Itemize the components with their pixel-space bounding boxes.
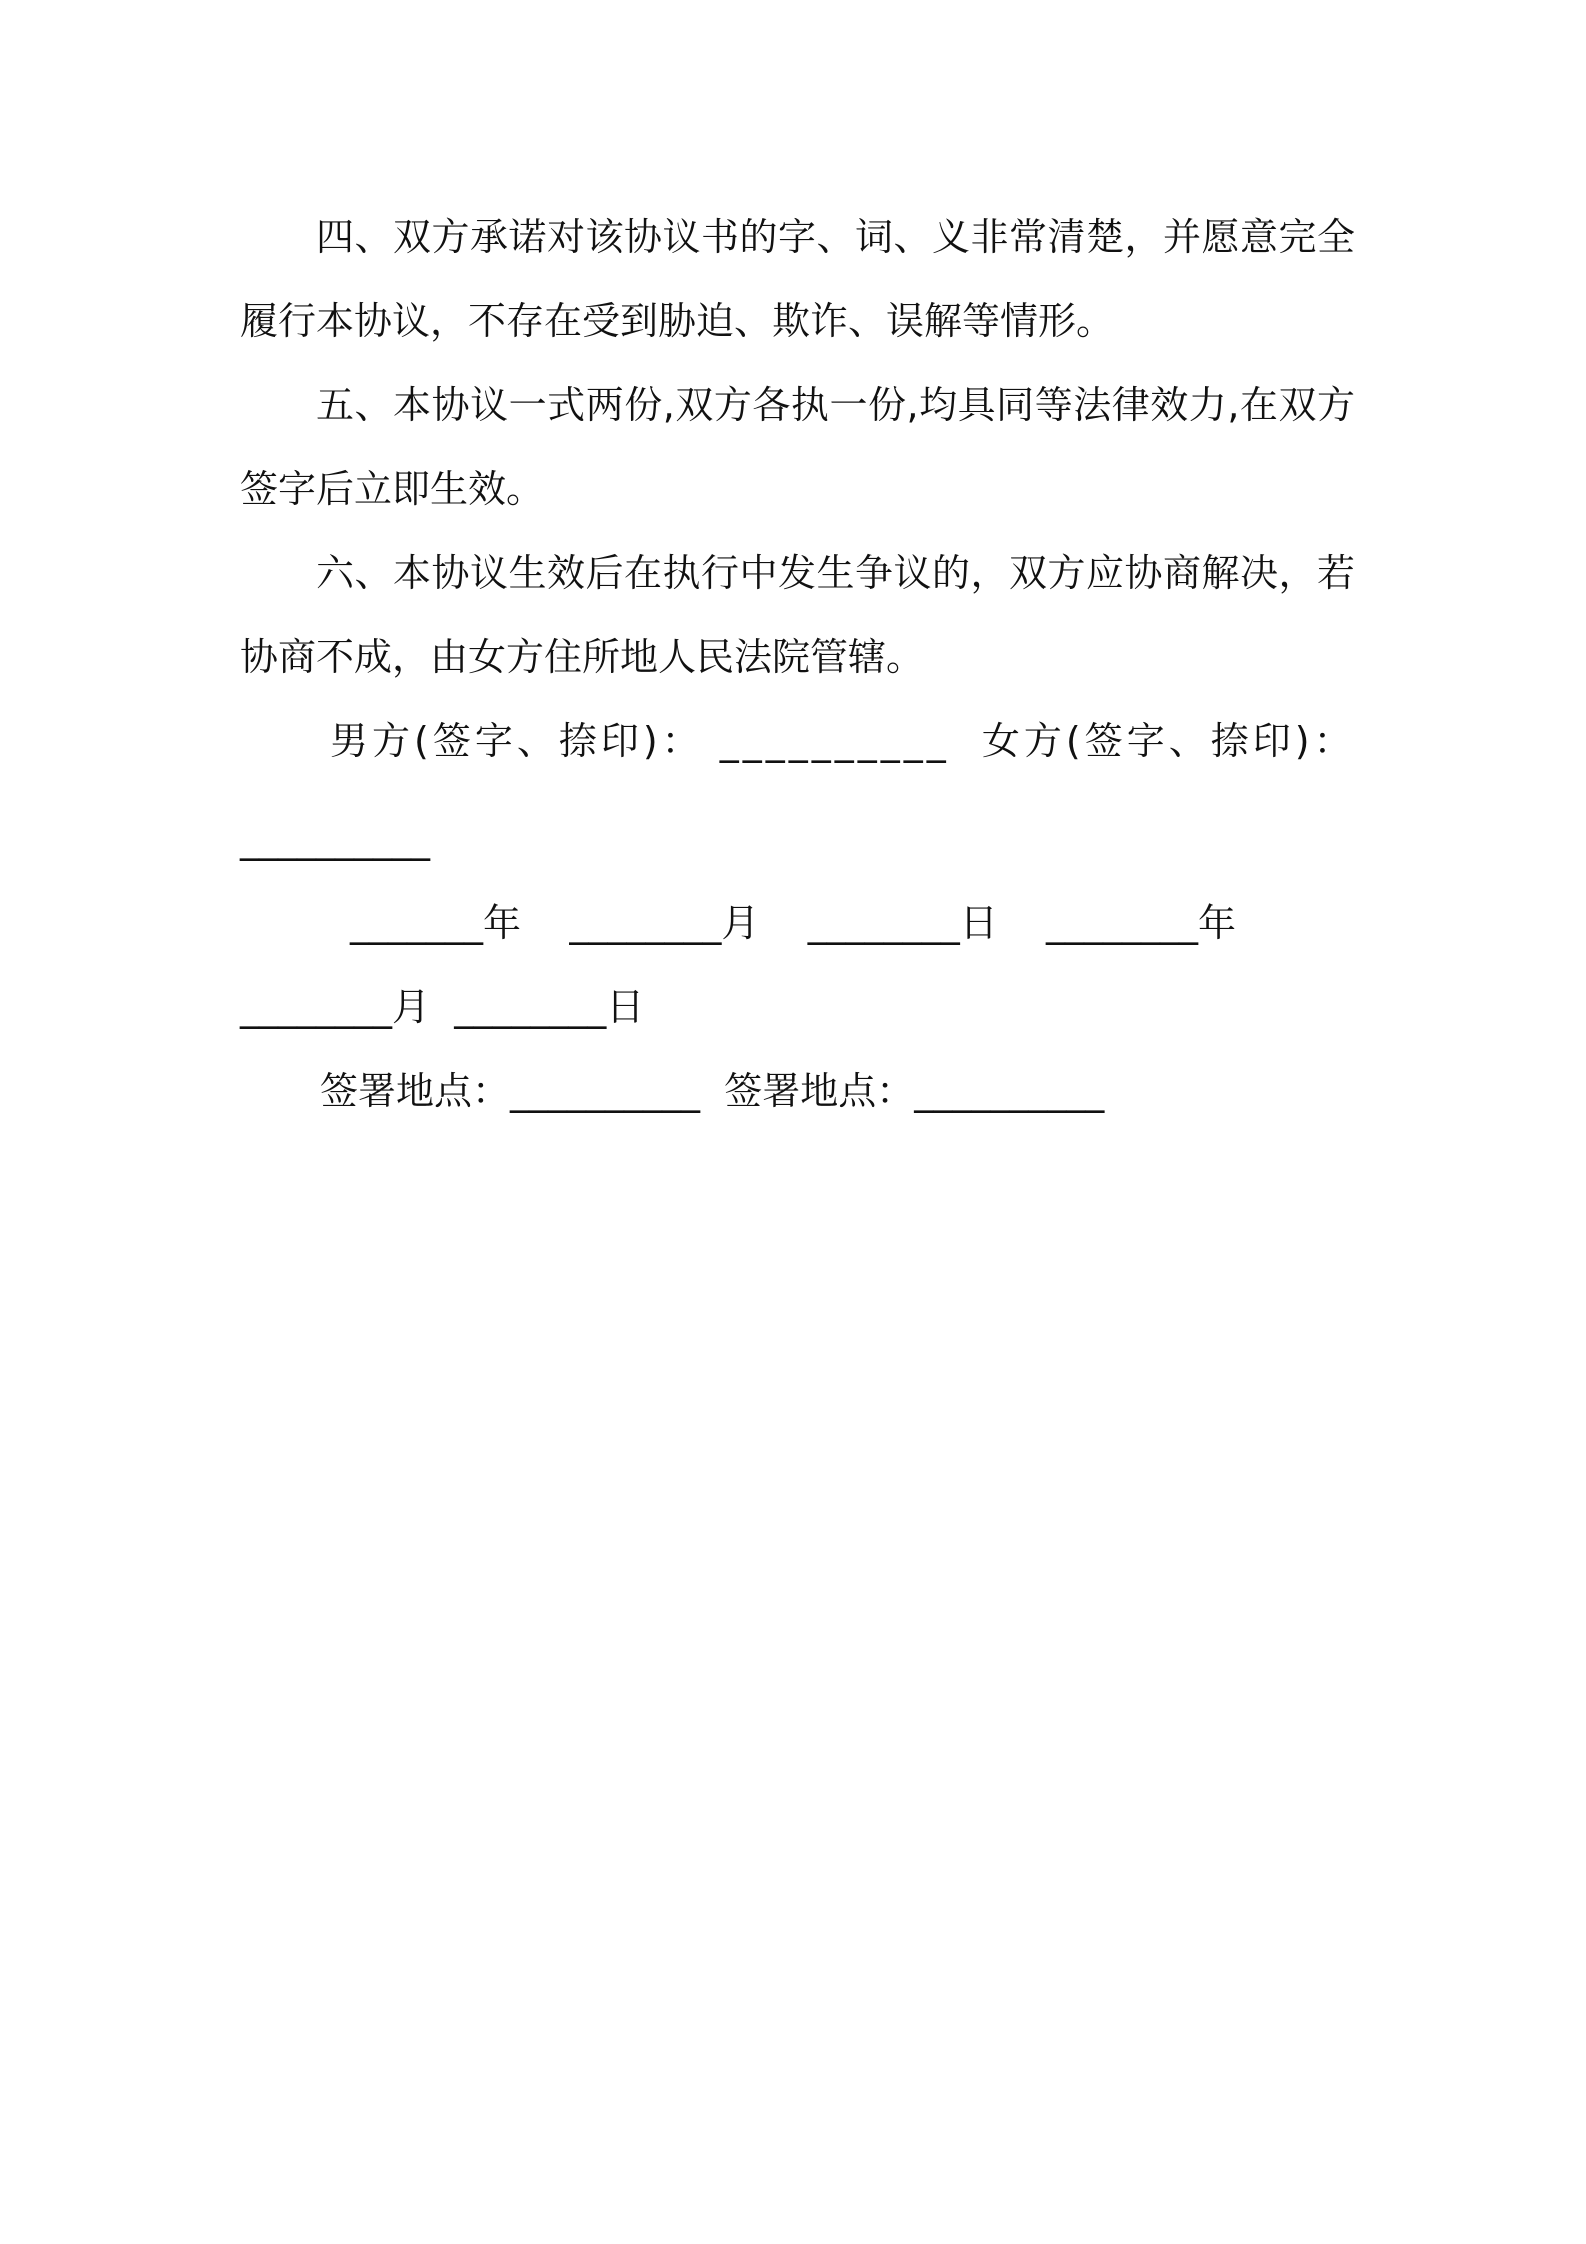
second-day-blank: ________ <box>454 985 607 1029</box>
first-year-label: 年 <box>483 901 522 945</box>
signature-row <box>240 699 1355 783</box>
second-month-label: 月 <box>392 985 431 1029</box>
signature-row-continued <box>240 797 1355 881</box>
date-row-continued <box>240 965 1355 1049</box>
signing-place-label-one: 签署地点： <box>320 1069 511 1113</box>
female-signature-label: 女方(签字、捺印)： <box>981 719 1356 763</box>
male-signature-label: 男方(签字、捺印)： <box>330 719 704 763</box>
first-year-blank: _______ <box>350 901 483 945</box>
second-day-label: 日 <box>606 985 645 1029</box>
signing-place-row <box>240 1049 1355 1133</box>
signing-place-blank-one: __________ <box>510 1069 701 1113</box>
signing-place-label-two: 签署地点： <box>724 1069 915 1113</box>
female-signature-blank: __________ <box>240 817 430 861</box>
clause-six: 六、本协议生效后在执行中发生争议的，双方应协商解决，若协商不成，由女方住所地人民法院管辖。 <box>240 551 1355 679</box>
male-signature-blank: __________ <box>719 719 950 763</box>
first-month-label: 月 <box>721 901 760 945</box>
clause-four: 四、双方承诺对该协议书的字、词、义非常清楚，并愿意完全履行本协议，不存在受到胁迫、欺诈、误解等情形。 <box>240 215 1355 343</box>
first-day-blank: ________ <box>807 901 960 945</box>
first-month-blank: ________ <box>569 901 722 945</box>
first-day-label: 日 <box>959 901 998 945</box>
signing-place-blank-two: __________ <box>914 1069 1105 1113</box>
second-year-label: 年 <box>1198 901 1237 945</box>
date-row <box>240 881 1355 965</box>
second-month-blank: ________ <box>240 985 392 1029</box>
document-body <box>240 195 1355 1133</box>
clause-five: 五、本协议一式两份,双方各执一份,均具同等法律效力,在双方签字后立即生效。 <box>240 383 1355 511</box>
second-year-blank: ________ <box>1046 901 1199 945</box>
